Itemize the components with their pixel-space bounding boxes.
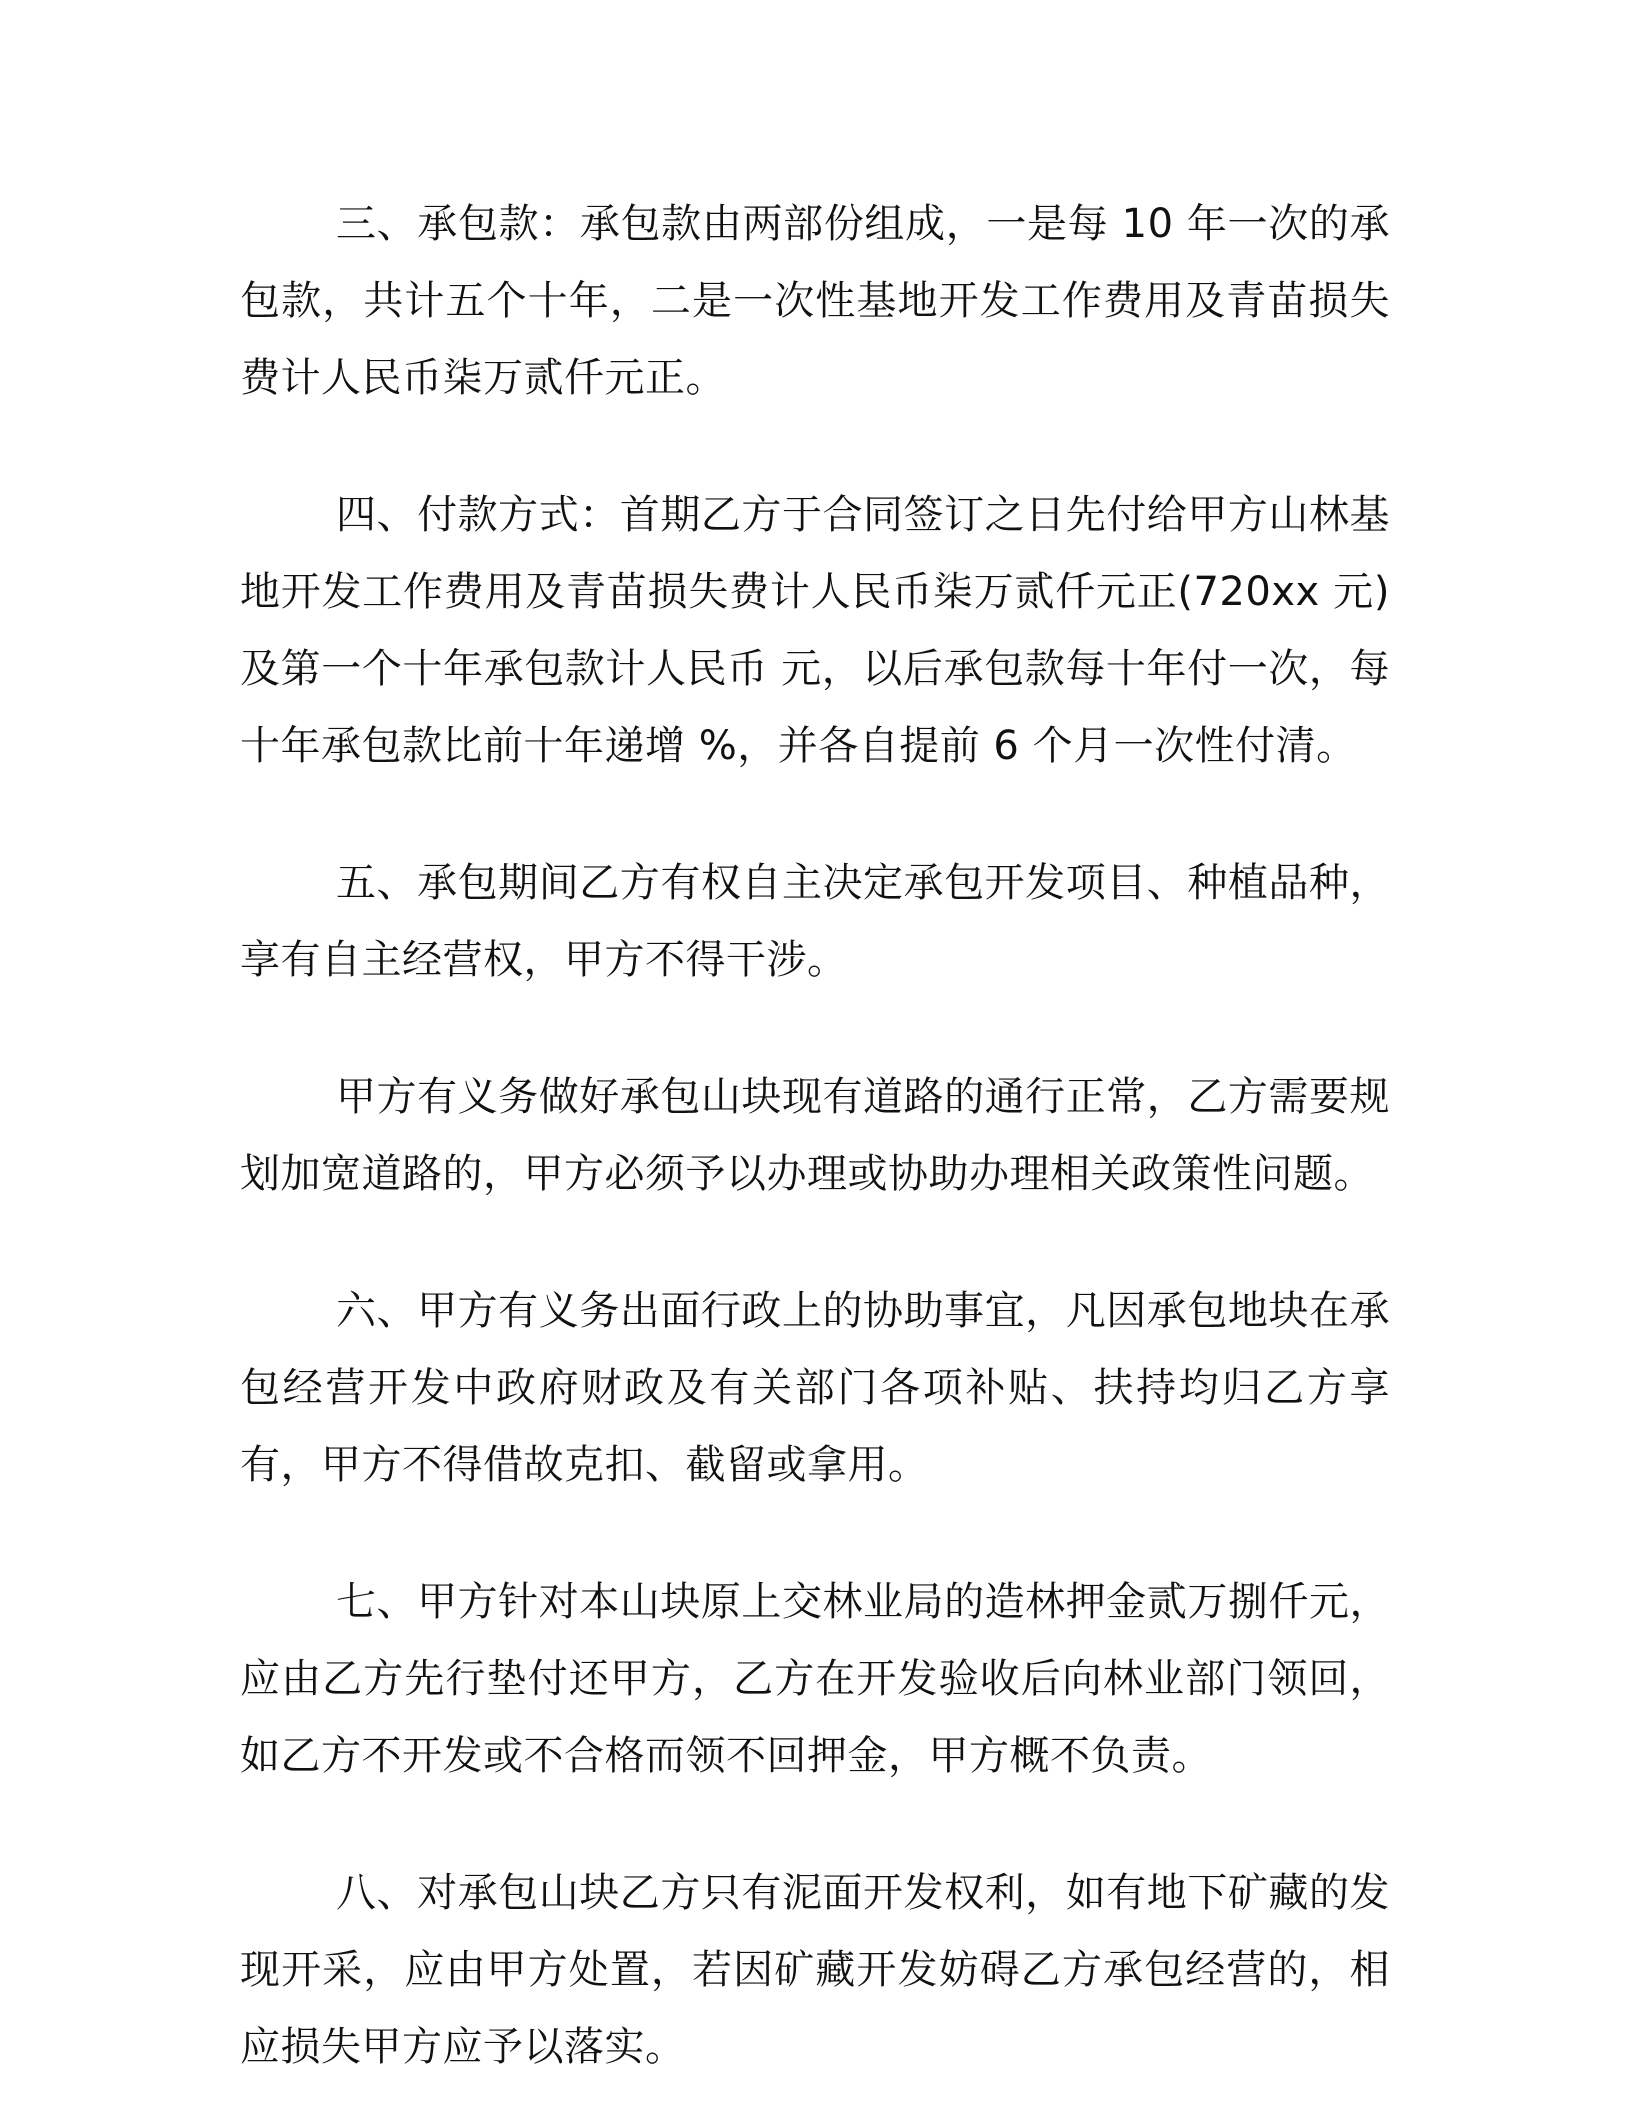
paragraph-afforestation-deposit: 七、甲方针对本山块原上交林业局的造林押金贰万捌仟元，应由乙方先行垫付还甲方，乙方在开发验收后向林业部门领回，如乙方不开发或不合格而领不回押金，甲方概不负责。 bbox=[240, 1579, 1390, 1779]
paragraph-mineral-rights: 八、对承包山块乙方只有泥面开发权利，如有地下矿藏的发现开采，应由甲方处置，若因矿藏开发妨碍乙方承包经营的，相应损失甲方应予以落实。 bbox=[240, 1870, 1390, 2070]
paragraph-payment-method: 四、付款方式：首期乙方于合同签订之日先付给甲方山林基地开发工作费用及青苗损失费计人民币柒万贰仟元正(720xx 元)及第一个十年承包款计人民币 元，以后承包款每十年付一次，每十年承包款比前十年递增 %，并各自提前 6 个月一次性付清。 bbox=[240, 492, 1390, 769]
paragraph-contract-payment: 三、承包款：承包款由两部份组成，一是每 10 年一次的承包款，共计五个十年，二是一次性基地开发工作费用及青苗损失费计人民币柒万贰仟元正。 bbox=[240, 201, 1390, 401]
paragraph-administrative-assistance: 六、甲方有义务出面行政上的协助事宜，凡因承包地块在承包经营开发中政府财政及有关部门各项补贴、扶持均归乙方享有，甲方不得借故克扣、截留或拿用。 bbox=[240, 1288, 1390, 1488]
document-body bbox=[240, 186, 1390, 2086]
paragraph-operating-rights: 五、承包期间乙方有权自主决定承包开发项目、种植品种，享有自主经营权，甲方不得干涉。 bbox=[240, 860, 1390, 983]
paragraph-road-obligations: 甲方有义务做好承包山块现有道路的通行正常，乙方需要规划加宽道路的，甲方必须予以办理或协助办理相关政策性问题。 bbox=[240, 1074, 1390, 1197]
